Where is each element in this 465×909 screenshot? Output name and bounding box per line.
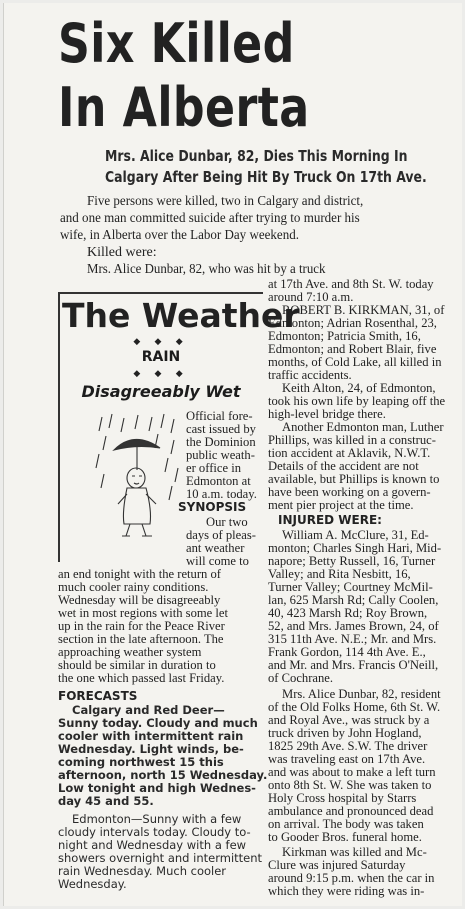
synopsis-line: ant weather xyxy=(186,541,245,555)
weather-intro-line: 10 a.m. today. xyxy=(186,487,257,501)
calgary-forecast-line: Calgary and Red Deer— xyxy=(72,703,225,717)
weather-intro-line: er office in xyxy=(186,461,242,475)
lead-line: Killed were: xyxy=(87,245,157,260)
story-line: took his own life by leaping off the xyxy=(268,394,446,408)
weather-intro-line: public weath- xyxy=(186,448,255,462)
weather-intro-line: the Dominion xyxy=(186,435,256,449)
story-line: to Gooder Bros. funeral home. xyxy=(268,830,422,844)
ornament-dots: ◆ ◆ ◆ xyxy=(133,368,189,378)
story-line: Frank Gordon, 114 4th Ave. E., xyxy=(268,645,426,659)
story-line: months, of Cold Lake, all killed in xyxy=(268,355,442,369)
story-line: monton; Charles Singh Hari, Mid- xyxy=(268,541,442,555)
deck-line-2: Calgary After Being Hit By Truck On 17th Ave. xyxy=(105,168,427,186)
story-line: 40, 423 Marsh Rd; Roy Brown, xyxy=(268,606,428,620)
edmonton-forecast-line: cloudy intervals today. Cloudy to- xyxy=(58,825,251,839)
story-line: at 17th Ave. and 8th St. W. today xyxy=(268,277,434,291)
synopsis-line: should be similar in duration to xyxy=(58,658,216,672)
weather-rain: RAIN xyxy=(141,349,181,365)
injured-heading: INJURED WERE: xyxy=(278,513,382,527)
rain-cartoon-illustration xyxy=(94,412,184,542)
story-line: lan, 625 Marsh Rd; Cally Coolen, xyxy=(268,593,439,607)
story-line: Phillips, was killed in a construc- xyxy=(268,433,436,447)
story-line: 52, and Mrs. James Brown, 24, of xyxy=(268,619,439,633)
synopsis-line: days of pleas- xyxy=(186,528,256,542)
calgary-forecast-line: Sunny today. Cloudy and much xyxy=(58,716,258,730)
weather-intro-line: Edmonton at xyxy=(186,474,251,488)
synopsis-line: the one which passed last Friday. xyxy=(58,671,225,685)
calgary-forecast-line: coming northwest 15 this xyxy=(58,755,224,769)
story-line: of the Old Folks Home, 6th St. W. xyxy=(268,700,441,714)
story-line: William A. McClure, 31, Ed- xyxy=(282,528,429,542)
calgary-forecast-line: afternoon, north 15 Wednesday. xyxy=(58,768,268,782)
story-line: Kirkman was killed and Mc- xyxy=(282,845,427,859)
story-line: Details of the accident are not xyxy=(268,459,419,473)
story-line: napore; Betty Russell, 16, Turner xyxy=(268,554,436,568)
deck-line-1: Mrs. Alice Dunbar, 82, Dies This Morning In xyxy=(105,147,408,165)
headline-line-2: In Alberta xyxy=(58,76,310,139)
story-line: ROBERT B. KIRKMAN, 31, of xyxy=(282,303,445,317)
lead-line: Five persons were killed, two in Calgary and district, xyxy=(87,194,364,209)
calgary-forecast-line: Wednesday. Light winds, be- xyxy=(58,742,244,756)
story-line: on arrival. The body was taken xyxy=(268,817,424,831)
story-line: and was about to make a left turn xyxy=(268,765,436,779)
story-line: was traveling east on 17th Ave. xyxy=(268,752,426,766)
synopsis-line: Our two xyxy=(206,515,248,529)
story-line: ambulance and pronounced dead xyxy=(268,804,434,818)
synopsis-line: Wednesday will be disagreeably xyxy=(58,593,221,607)
weather-title: The Weather xyxy=(62,296,300,335)
story-line: truck driven by John Hogland, xyxy=(268,726,422,740)
synopsis-line: wet in most regions with some let xyxy=(58,606,228,620)
story-line: Edmonton; Patricia Smith, 16, xyxy=(268,329,421,343)
story-line: Another Edmonton man, Luther xyxy=(282,420,444,434)
forecasts-heading: FORECASTS xyxy=(58,689,138,703)
ornament-dots: ◆ ◆ ◆ xyxy=(133,336,189,346)
edmonton-forecast-line: Edmonton—Sunny with a few xyxy=(72,812,242,826)
story-line: high-level bridge there. xyxy=(268,407,386,421)
synopsis-line: approaching weather system xyxy=(58,645,202,659)
story-line: Valley; and Rita Nesbitt, 16, xyxy=(268,567,411,581)
lead-line: Mrs. Alice Dunbar, 82, who was hit by a truck xyxy=(87,262,326,277)
edmonton-forecast-line: rain Wednesday. Much cooler xyxy=(58,864,227,878)
story-line: Holy Cross hospital by Starrs xyxy=(268,791,417,805)
lead-line: wife, in Alberta over the Labor Day weekend. xyxy=(60,228,299,243)
headline-line-1: Six Killed xyxy=(58,12,295,75)
story-line: which they were riding was in- xyxy=(268,884,425,898)
synopsis-line: an end tonight with the return of xyxy=(58,567,221,581)
story-line: Clure was injured Saturday xyxy=(268,858,406,872)
story-line: ment pier project at the time. xyxy=(268,498,414,512)
story-line: and Royal Ave., was struck by a xyxy=(268,713,430,727)
story-line: Edmonton; Adrian Rosenthal, 23, xyxy=(268,316,437,330)
lead-line: and one man committed suicide after trying to murder his xyxy=(60,211,360,226)
story-line: traffic accidents. xyxy=(268,368,352,382)
story-line: tion accident at Aklavik, N.W.T. xyxy=(268,446,431,460)
synopsis-line: much cooler rainy conditions. xyxy=(58,580,209,594)
story-line: Mrs. Alice Dunbar, 82, resident xyxy=(282,687,441,701)
story-line: around 7:10 a.m. xyxy=(268,290,354,304)
edmonton-forecast-line: showers overnight and intermittent xyxy=(58,851,263,865)
synopsis-line: section in the late afternoon. The xyxy=(58,632,224,646)
calgary-forecast-line: cooler with intermittent rain xyxy=(58,729,244,743)
story-line: have been working on a govern- xyxy=(268,485,431,499)
edmonton-forecast-line: Wednesday. xyxy=(58,877,127,891)
story-line: 1825 29th Ave. S.W. The driver xyxy=(268,739,428,753)
story-line: available, but Phillips is known to xyxy=(268,472,440,486)
story-line: Edmonton; and Robert Blair, five xyxy=(268,342,437,356)
synopsis-line: up in the rain for the Peace River xyxy=(58,619,225,633)
calgary-forecast-line: Low tonight and high Wednes- xyxy=(58,781,256,795)
edmonton-forecast-line: night and Wednesday with a few xyxy=(58,838,247,852)
story-line: Keith Alton, 24, of Edmonton, xyxy=(282,381,436,395)
story-line: and Mr. and Mrs. Francis O'Neill, xyxy=(268,658,439,672)
synopsis-heading: SYNOPSIS xyxy=(178,500,247,514)
weather-subtitle: Disagreeably Wet xyxy=(81,382,241,401)
story-line: onto 8th St. W. She was taken to xyxy=(268,778,432,792)
story-line: Turner Valley; Courtney McMil- xyxy=(268,580,433,594)
weather-intro-line: cast issued by xyxy=(186,422,256,436)
weather-intro-line: Official fore- xyxy=(186,409,253,423)
calgary-forecast-line: day 45 and 55. xyxy=(58,794,154,808)
synopsis-line: will come to xyxy=(186,554,249,568)
story-line: 315 11th Ave. N.E.; Mr. and Mrs. xyxy=(268,632,437,646)
story-line: around 9:15 p.m. when the car in xyxy=(268,871,435,885)
story-line: of Cochrane. xyxy=(268,671,334,685)
